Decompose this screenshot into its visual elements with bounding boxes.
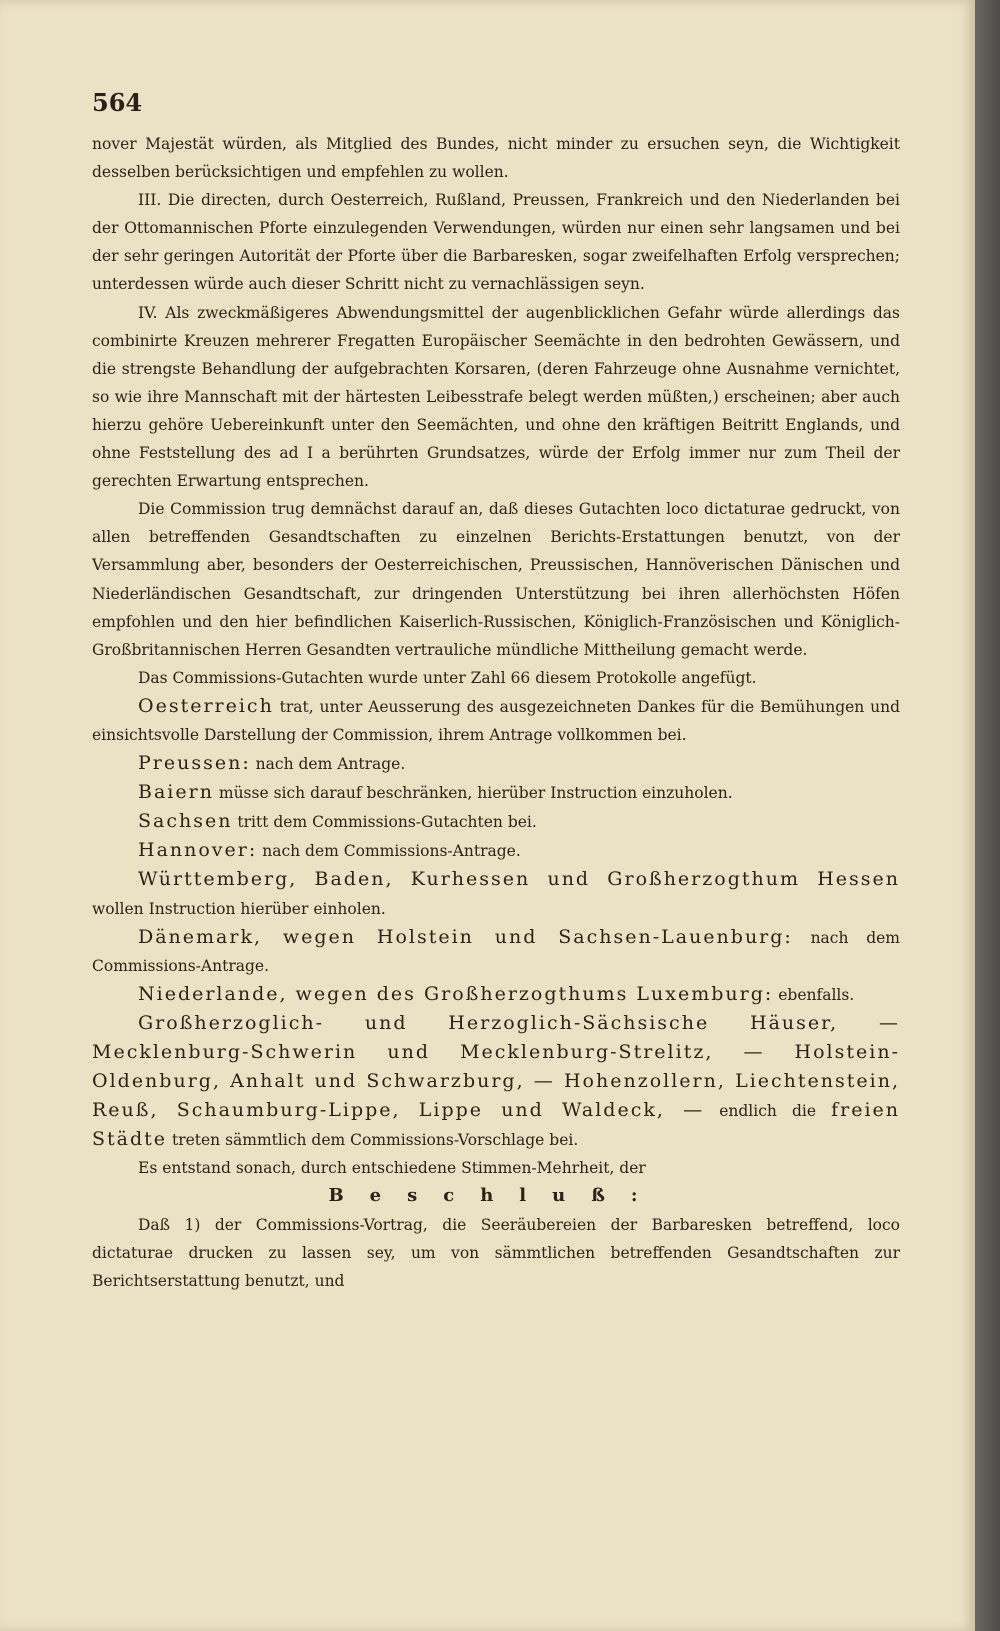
vote-wuerttemberg — [92, 865, 900, 922]
resolution-intro: Es entstand sonach, durch entschiedene Stimmen-Mehrheit, der — [138, 1159, 646, 1178]
vote-text: nach dem Antrage. — [255, 755, 406, 774]
vote-text: ebenfalls. — [778, 985, 855, 1004]
vote-oesterreich — [92, 692, 900, 749]
paragraph-annex-note: Das Commissions-Gutachten wurde unter Zahl 66 diesem Protokolle angefügt. — [138, 668, 757, 687]
state-name: Baiern — [138, 781, 214, 804]
vote-niederlande — [92, 980, 900, 1009]
state-name: Preussen: — [138, 752, 251, 775]
resolution-text: Daß 1) der Commissions-Vortrag, die Seeräubereien der Barbaresken betreffend, loco dictaturae drucken zu lassen sey, um von sämmtlichen betreffenden Gesandtschaften zur Berichtserstattung benutzt, und — [92, 1215, 900, 1290]
resolution-heading: Beschluß: — [328, 1185, 664, 1207]
vote-text: nach dem Commissions-Antrage. — [92, 928, 900, 975]
vote-baiern — [92, 778, 900, 807]
state-name: Oesterreich — [138, 694, 274, 717]
vote-text: treten sämmtlich dem Commissions-Vorschlage bei. — [171, 1131, 579, 1150]
vote-text: nach dem Commissions-Antrage. — [262, 842, 521, 861]
vote-hannover — [92, 836, 900, 865]
state-name: Sachsen — [138, 810, 233, 833]
paragraph-iv: IV. Als zweckmäßigeres Abwendungsmittel der augenblicklichen Gefahr würde allerdings das combinirte Kreuzen mehrerer Fregatten Europäischer Seemächte in den bedrohten Gewässern, und die strengste Behandlung der aufgebrachten Korsaren, (deren Fahrzeuge ohne Ausnahme vernichtet, so wie ihre Mannschaft mit der härtesten Leibesstrafe belegt werden müßten,) erscheinen; aber auch hierzu gehöre Uebereinkunft unter den Seemächten, und ohne den kräftigen Beitritt Englands, und ohne Feststellung des ad I a berührten Grundsatzes, würde der Erfolg immer nur zum Theil der gerechten Erwartung entsprechen. — [92, 303, 900, 491]
state-name: Württemberg, Baden, Kurhessen und Großherzogthum Hessen — [138, 868, 900, 891]
state-name: Großherzoglich- und Herzoglich-Sächsische Häuser, — Mecklenburg-Schwerin und Mecklenburg-Strelitz, — Holstein-Oldenburg, Anhalt und Schwarzburg, — Hohenzollern, Liechtenstein, Reuß, Schaumburg-Lippe, Lippe und Waldeck, — — [92, 1011, 900, 1122]
page-text — [92, 130, 900, 1295]
state-name: Dänemark, wegen Holstein und Sachsen-Lauenburg: — [138, 925, 793, 948]
vote-text: müsse sich darauf beschränken, hierüber Instruction einzuholen. — [218, 784, 733, 803]
vote-text: wollen Instruction hierüber einholen. — [92, 899, 386, 918]
state-name: Niederlande, wegen des Großherzogthums Luxemburg: — [138, 982, 774, 1005]
page-number: 564 — [92, 88, 143, 117]
scan-edge — [975, 0, 1000, 1631]
vote-haeuser — [92, 1009, 900, 1154]
state-name: Hannover: — [138, 839, 258, 862]
vote-sachsen — [92, 807, 900, 836]
vote-text: tritt dem Commissions-Gutachten bei. — [237, 813, 537, 832]
state-name: freien Städte — [92, 1099, 901, 1151]
paragraph-iii: III. Die directen, durch Oesterreich, Rußland, Preussen, Frankreich und den Niederlanden bei der Ottomannischen Pforte einzulegenden Verwendungen, würden nur einen sehr langsamen und bei der sehr geringen Autorität der Pforte über die Barbaresken, sogar zweifelhaften Erfolg versprechen; unterdessen würde auch dieser Schritt nicht zu vernachlässigen seyn. — [92, 191, 900, 294]
vote-text: trat, unter Aeusserung des ausgezeichneten Dankes für die Bemühungen und einsichtsvolle Darstellung der Commission, ihrem Antrage vollkommen bei. — [92, 697, 900, 744]
paragraph-continuation: nover Majestät würden, als Mitglied des Bundes, nicht minder zu ersuchen seyn, die Wichtigkeit desselben berücksichtigen und empfehlen zu wollen. — [92, 135, 900, 182]
paragraph-commission-motion: Die Commission trug demnächst darauf an, daß dieses Gutachten loco dictaturae gedruckt, von allen betreffenden Gesandtschaften zu einzelnen Berichts-Erstattungen benutzt, von der Versammlung aber, besonders der Oesterreichischen, Preussischen, Hannöverischen Dänischen und Niederländischen Gesandtschaft, zur dringenden Unterstützung bei ihren allerhöchsten Höfen empfohlen und den hier befindlichen Kaiserlich-Russischen, Königlich-Französischen und Königlich-Großbritannischen Herren Gesandten vertrauliche mündliche Mittheilung gemacht werde. — [92, 500, 900, 659]
vote-preussen — [92, 749, 900, 778]
vote-text: endlich die — [719, 1102, 816, 1121]
vote-daenemark — [92, 923, 900, 980]
